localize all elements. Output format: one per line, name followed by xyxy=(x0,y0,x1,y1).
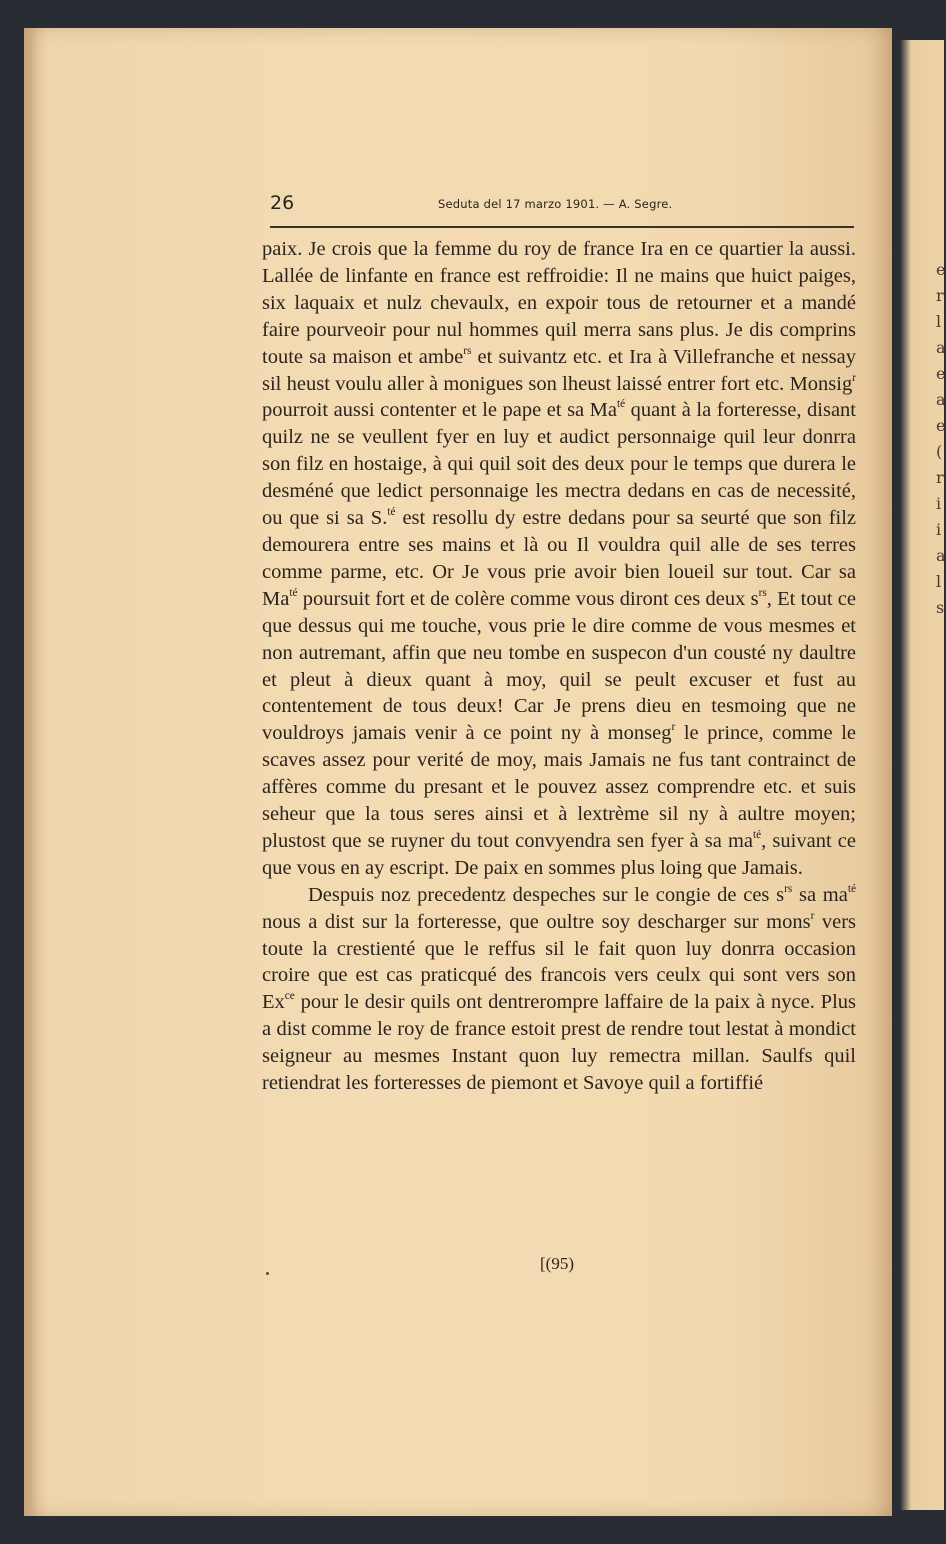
text-run: pourroit aussi contenter et le pape et sa Ma xyxy=(262,399,618,422)
adjacent-page-fragment: a xyxy=(936,390,946,409)
adjacent-page-fragment: ( xyxy=(936,442,943,461)
print-speck xyxy=(266,1272,269,1275)
header-rule xyxy=(270,226,854,228)
text-run: nous a dist sur la forteresse, que oultre soy descharger sur mons xyxy=(262,910,811,933)
text-run: sa ma xyxy=(792,883,848,906)
page-header xyxy=(270,192,854,218)
paragraph-p1 xyxy=(262,236,856,882)
text-run: , Et tout ce que dessus qui me touche, vous prie le dire comme de vous mesmes et non autremant, affin que neu tombe en suspecon d'un cousté ny daultre et pleut à dieux quant à moy, quil se peult excuser et fust au contentement de tous deux! Car Je prens dieu en tesmoing que ne vouldroys jamais venir à ce point ny à monseg xyxy=(262,587,857,745)
text-run: Despuis noz precedentz despeches sur le congie de ces s xyxy=(308,883,785,906)
text-run: le prince, comme le scaves assez pour verité de moy, mais Jamais ne fus tant contrainct de affères comme du presant et le pouvez assez comprendre etc. et suis seheur que la tous seres ainsi et à lextrème sil ny à aultre moyen; plustost que se ruyner du tout convyendra sen fyer à sa ma xyxy=(262,722,856,852)
adjacent-page-fragment: i xyxy=(936,520,942,539)
page-number: 26 xyxy=(270,192,295,214)
text-run: pour le desir quils ont dentrerompre laffaire de la paix à nyce. Plus a dist comme le roy de france estoit prest de rendre tout lestat à mondict seigneur au mesmes Instant quon luy remectra millan. Saulfs quil retiendrat les forteresses de piemont et Savoye quil a fortiffié xyxy=(262,991,856,1095)
superscript-abbrev: rs xyxy=(463,344,472,357)
adjacent-page-fragment: l xyxy=(936,572,942,591)
paragraph-p2 xyxy=(262,882,856,1097)
adjacent-page-fragment: i xyxy=(936,494,942,513)
adjacent-page-fragment: e xyxy=(936,416,946,435)
superscript-abbrev: rs xyxy=(758,586,767,599)
superscript-abbrev: té xyxy=(387,506,396,519)
running-title: Seduta del 17 marzo 1901. — A. Segre. xyxy=(438,197,673,211)
adjacent-page-fragment: a xyxy=(936,338,946,357)
superscript-abbrev: r xyxy=(852,371,856,384)
superscript-abbrev: té xyxy=(847,882,856,895)
text-run: , suivant ce que vous en ay escript. De paix en sommes plus loing que Jamais. xyxy=(262,829,856,879)
superscript-abbrev: r xyxy=(810,909,815,922)
text-run: paix. Je crois que la femme du roy de france Ira en ce quartier la aussi. Lallée de linfante en france est reffroidie: Il ne mains que huict paiges, six laquaix et nulz chevaulx, en expoir tous de retourner et a mandé faire pourveoir pour nul hommes quil merra sans plus. Je dis comprins toute sa maison et ambe xyxy=(262,238,856,368)
adjacent-page-fragment: e xyxy=(936,364,946,383)
footer-page-reference: [(95) xyxy=(540,1254,574,1273)
page-gutter-shadow xyxy=(24,28,38,1516)
superscript-abbrev: té xyxy=(289,586,298,599)
text-run: quant à la forteresse, disant quilz ne se veullent fyer en luy et audict personnaige quil leur donrra son filz en hostaige, à qui quil soit des deux pour le temps que durera le desméné que ledict personnaige les mectra dedans en cas de necessité, ou que si sa S. xyxy=(262,399,856,530)
superscript-abbrev: ce xyxy=(284,990,295,1003)
superscript-abbrev: té xyxy=(617,398,626,411)
text-run: est resollu dy estre dedans pour sa seurté que son filz demourera entre ses mains et là ou Il vouldra quil alle de ses terres comme parme, etc. Or Je vous prie avoir bien loueil sur tout. Car sa Ma xyxy=(262,507,857,610)
adjacent-page-fragment: l xyxy=(936,312,942,331)
adjacent-page-fragment: s xyxy=(936,598,945,617)
text-run: et suivantz etc. et Ira à Villefranche et nessay sil heust voulu aller à monigues son lheust laissé entrer fort etc. Monsig xyxy=(262,345,856,395)
text-run: poursuit fort et de colère comme vous diront ces deux s xyxy=(297,587,759,610)
text-run: vers toute la crestienté que le reffus sil le fait quon luy donrra occasion croire que est cas praticqué des francois vers ceulx qui sont vers son Ex xyxy=(262,910,856,1014)
superscript-abbrev: rs xyxy=(784,882,793,895)
superscript-abbrev: r xyxy=(671,721,676,734)
adjacent-page-fragment: r xyxy=(936,286,944,305)
adjacent-page-fragment: e xyxy=(936,260,946,279)
adjacent-page-fragment: r xyxy=(936,468,944,487)
superscript-abbrev: té xyxy=(753,828,762,841)
adjacent-page-fragment: a xyxy=(936,546,946,565)
adjacent-page-edge xyxy=(900,40,944,1510)
body-text xyxy=(262,236,856,1097)
